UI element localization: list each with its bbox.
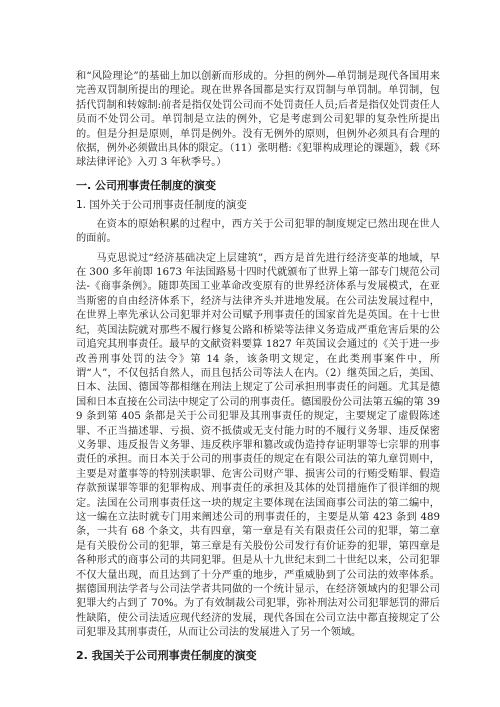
paragraph-capital-accumulation: 在资本的原始积累的过程中，西方关于公司犯罪的制度规定已然出现在世人的面前。 (76, 218, 440, 245)
intro-paragraph: 和“风险理论”的基础上加以创新而形成的。分担的例外—单罚制是现代各国用来完善双罚制所提出的理论。现在世界各国都是实行双罚制与单罚制。单罚制，包括代罚制和转嫁制:前者是指仅处罚公司而不处罚责任人员;后者是指仅处罚责任人员而不处罚公司。单罚制是立法的例外，它是考虑到公司犯罪的复杂性所提出的。但是分担是原则，单罚是例外。没有无例外的原则，但例外必须具有合理的依据，例外必须做出具体的限定。（11）张明楷:《犯罪构成理论的课题》，载《环球法律评论》入刃 3 年秋季号。） (76, 71, 440, 169)
subsection-heading-2: 2. 我国关于公司刑事责任制度的演变 (76, 648, 257, 662)
section-heading: 一. 公司刑事责任制度的演变 (76, 178, 217, 192)
paragraph-marx: 马克思说过“经济基础决定上层建筑”，西方是首先进行经济变革的地域，早在 300 多年前即 1673 年法国路易十四时代就颁布了世界上第一部专门规范公司法-《商事条例》。随即英国工业革命改变原有的世界经济体系与发展模式，在亚当斯密的自由经济体系下，经济与法律齐头并进地发展。在公司法发展过程中，在世界上率先承认公司犯罪并对公司赋予刑事责任的国家首先是英国。在十七世纪，英国法院就对那些不履行修复公路和桥梁等法律义务造成严重危害后果的公司追究其刑事责任。最早的文献资料要算 1827 年英国议会通过的《关于进一步改善刑事处罚的法令》第 14 条，该条明文规定，在此类刑事案件中，所谓“人”，不仅包括自然人，而且包括公司等法人在内。（2）继英国之后，美国、日本、法国、德国等都相继在刑法上规定了公司承担刑事责任的问题。尤其是德国和日本直接在公司法中规定了公司的刑事责任。德国股份公司法第五编的第 399 条到第 405 条都是关于公司犯罪及其刑事责任的规定，主要规定了虚假陈述罪、不正当描述罪、亏损、资不抵债或无支付能力时的不履行义务罪、违反保密义务罪、违反报告义务罪、违反秩序罪和篡改或伪造持存证明罪等七宗罪的刑事责任的承担。而日本关于公司的刑事责任的规定在有限公司法的第九章罚则中，主要是对董事等的特别渎职罪、危害公司财产罪、损害公司的行贿受贿罪、假造存款预谋罪等罪的犯罪构成、刑事责任的承担及其体的处罚措施作了很详细的规定。法国在公司刑事责任这一块的规定主要体现在法国商事公司法的第二编中，这一编在立法时就专门用来阐述公司的刑事责任的，主要是从第 423 条到 489 条，一共有 68 个条文，共有四章，第一章是有关有限责任公司的犯罪，第二章是有关股份公司的犯罪，第三章是有关股份公司发行有价证券的犯罪，第四章是各种形式的商事公司的共同犯罪。但是从十九世纪末到二十世纪以来，公司犯罪不仅大量出现，而且达到了十分严重的地步，严重威胁到了公司法的效率体系。据德国刑法学者与公司法学者共同做的一个统计显示，在经济领域内的犯罪公司犯罪大约占到了 70%。为了有效制裁公司犯罪，弥补刑法对公司犯罪惩罚的滞后性缺陷，使公司法适应现代经济的发展，现代各国在公司立法中都直接规定了公司犯罪及其刑事责任，从而让公司法的发展进入了另一个领域。 (76, 252, 440, 639)
subsection-heading: 1. 国外关于公司刑事责任制度的演变 (76, 198, 247, 211)
